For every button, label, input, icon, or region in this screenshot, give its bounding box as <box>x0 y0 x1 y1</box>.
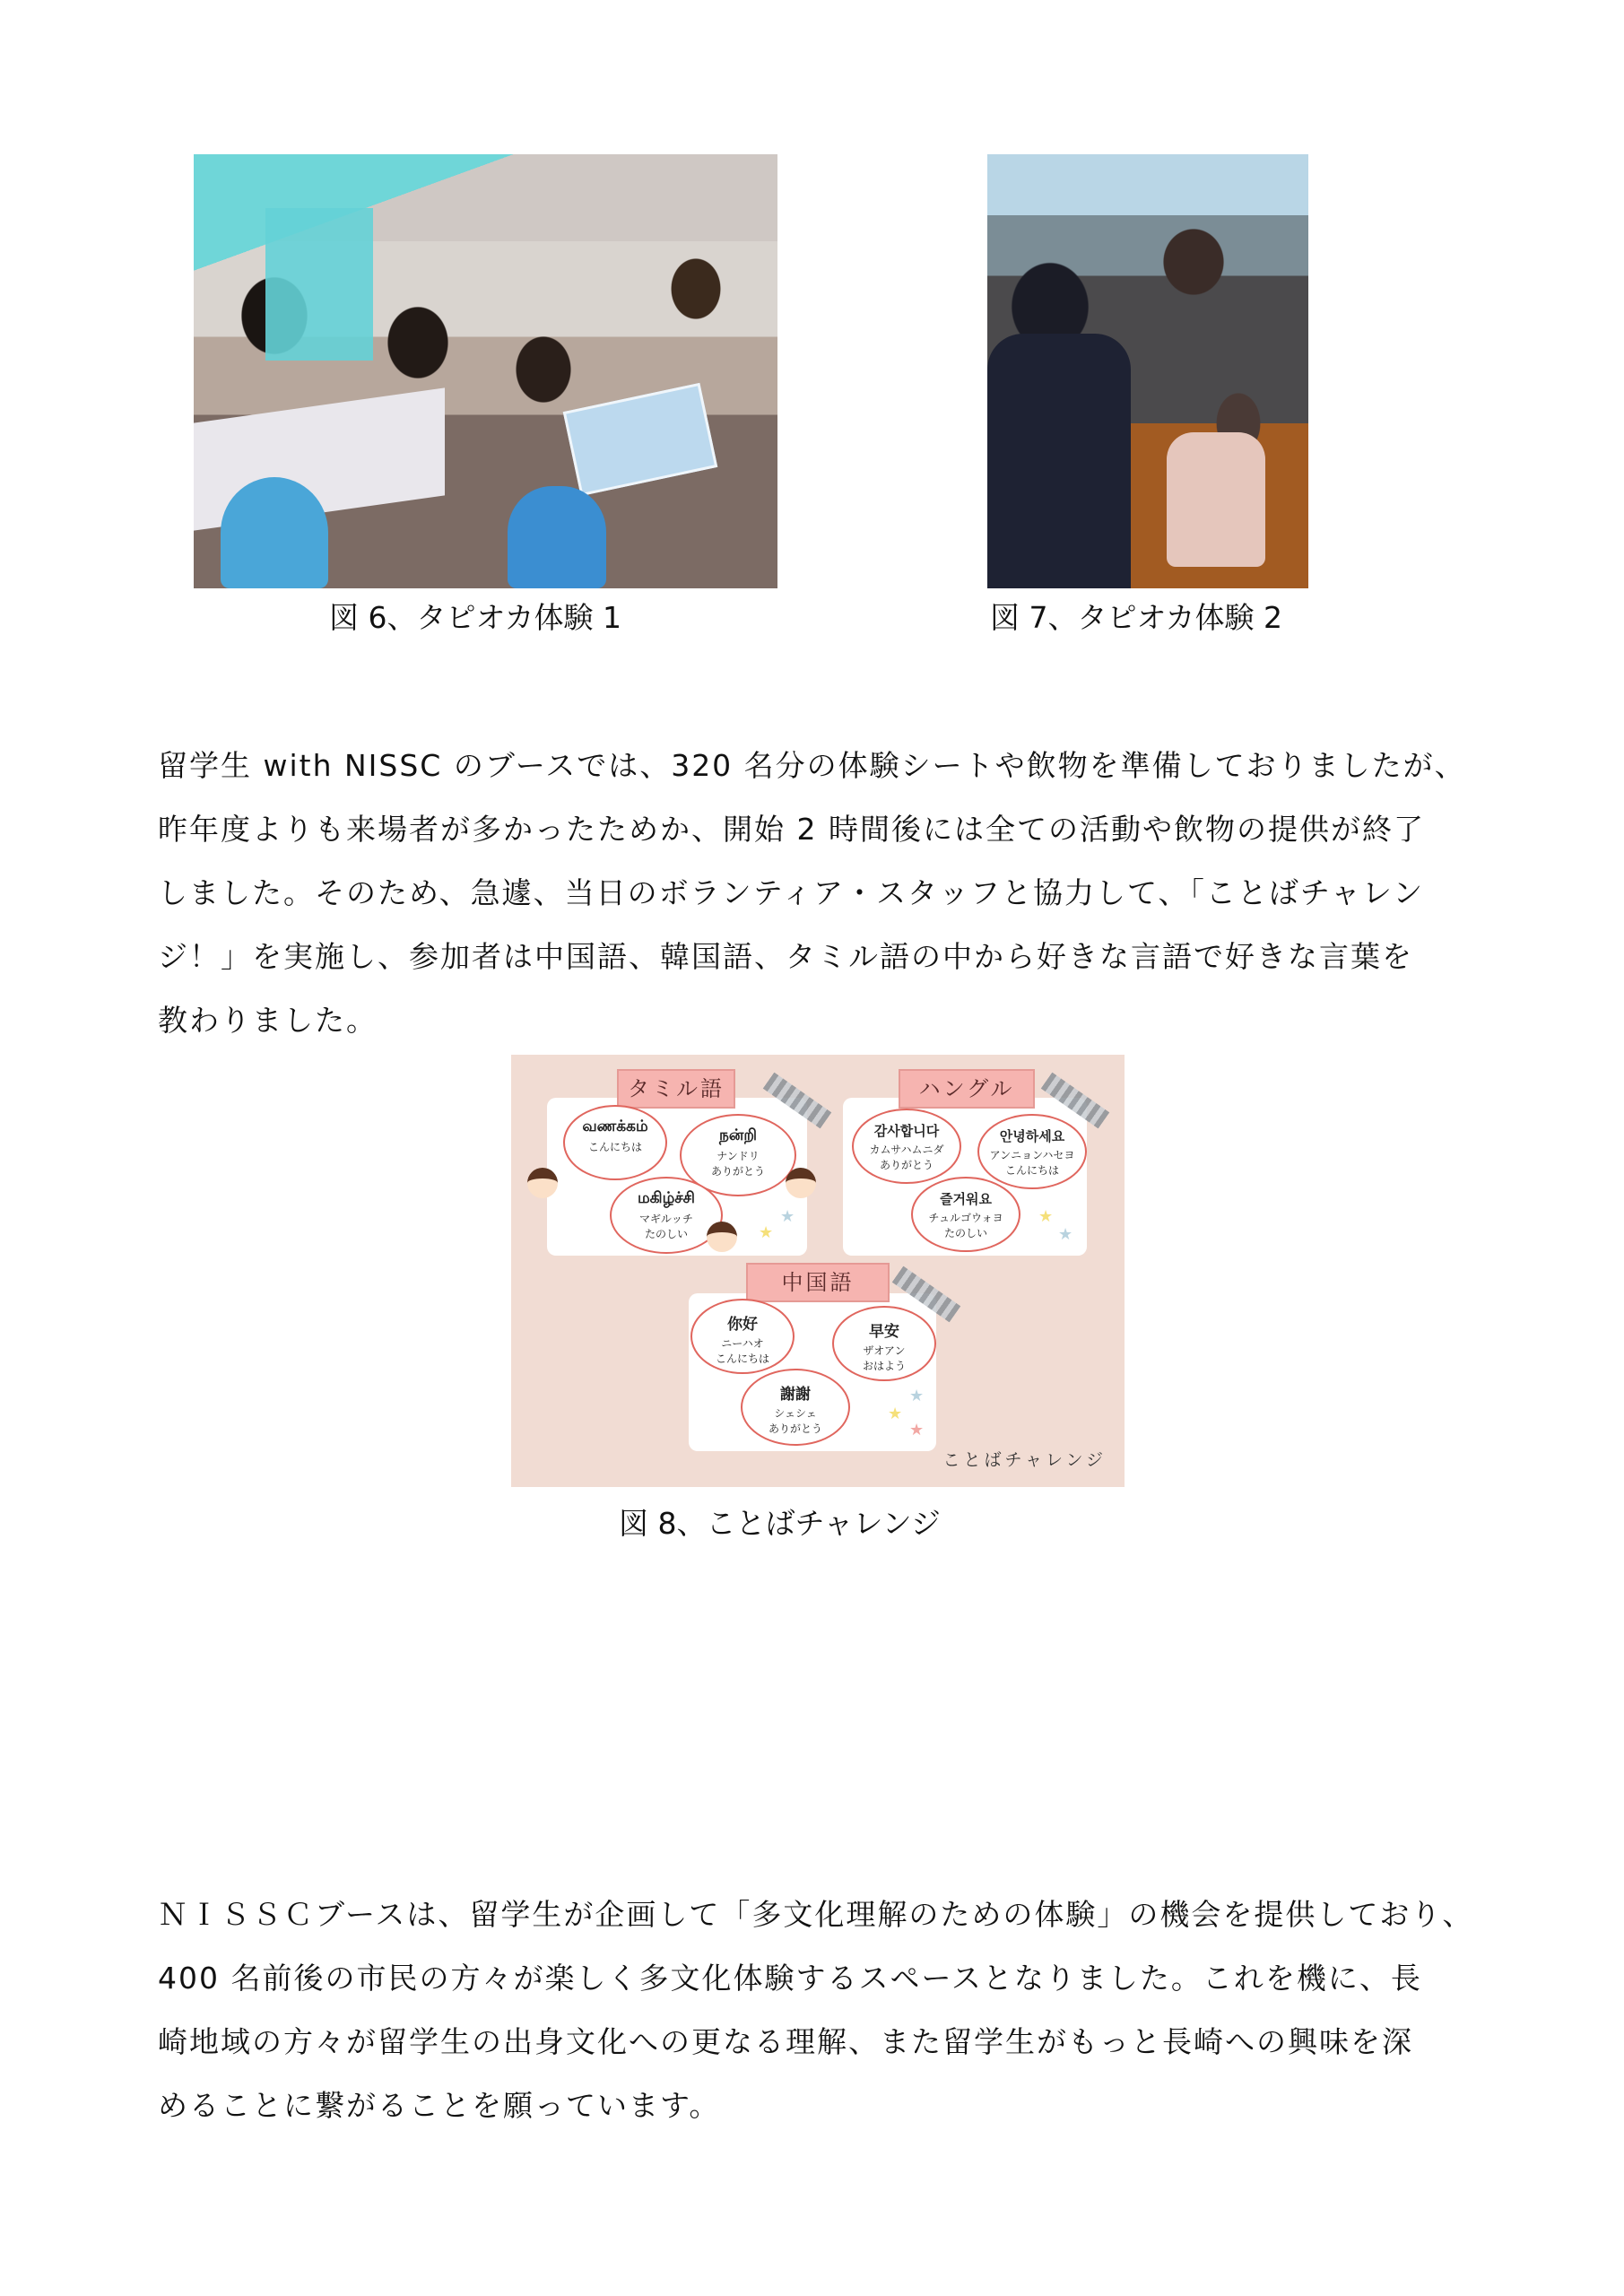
text-line: 教わりました。 <box>158 1003 378 1038</box>
text-line: 崎地域の方々が留学生の出身文化への更なる理解、また留学生がもっと長崎への興味を深 <box>158 2024 1413 2059</box>
child-figure <box>1167 432 1265 567</box>
word: 謝謝 <box>780 1386 811 1404</box>
tamil-title: タミル語 <box>617 1069 735 1109</box>
child-face-icon <box>527 1168 558 1198</box>
child-face-icon <box>786 1168 816 1198</box>
tapioca-photo-1 <box>194 154 777 588</box>
speech-bubble <box>911 1177 1020 1252</box>
meaning: こんにちは <box>1004 1164 1059 1177</box>
star-icon: ★ <box>888 1405 903 1423</box>
word: வணக்கம் <box>582 1118 648 1135</box>
star-icon: ★ <box>1058 1225 1073 1244</box>
meaning: ありがとう <box>768 1422 822 1435</box>
teacher-face-icon <box>707 1222 737 1252</box>
tapioca-photo-2 <box>987 154 1308 588</box>
reading: ナンドリ <box>716 1150 760 1162</box>
text-line: ジ！」を実施し、参加者は中国語、韓国語、タミル語の中から好きな言語で好きな言葉を <box>158 939 1413 974</box>
meaning: ありがとう <box>879 1159 934 1171</box>
word: நன்றி <box>718 1126 758 1144</box>
text-line: 留学生 with NISSC のブースでは、320 名分の体験シートや飲物を準備しておりましたが、 <box>158 748 1466 783</box>
speech-bubble <box>690 1299 795 1374</box>
speech-bubble <box>741 1369 850 1446</box>
word: 안녕하세요 <box>999 1128 1065 1144</box>
figure-label: ことばチャレンジ <box>942 1450 1107 1470</box>
word: 你好 <box>727 1316 758 1334</box>
blue-chair <box>221 477 328 588</box>
speech-bubble <box>977 1114 1087 1189</box>
text-line: ＮＩＳＳＣブースは、留学生が企画して「多文化理解のための体験」の機会を提供しており、 <box>158 1897 1474 1932</box>
reading: こんにちは <box>587 1141 642 1153</box>
blue-chair <box>508 486 606 588</box>
word: 즐거워요 <box>940 1191 992 1207</box>
figure-6-caption: 図 6、タピオカ体験 1 <box>329 600 621 635</box>
reading: シェシェ <box>774 1407 817 1420</box>
experience-sheet <box>563 383 718 496</box>
star-icon: ★ <box>909 1421 925 1439</box>
reading: ザオアン <box>863 1344 906 1357</box>
text-line: 昨年度よりも来場者が多かったためか、開始 2 時間後には全ての活動や飲物の提供が終了 <box>158 812 1425 847</box>
text-line: しました。そのため、急遽、当日のボランティア・スタッフと協力して、「ことばチャレン <box>158 875 1425 910</box>
meaning: おはよう <box>862 1360 906 1372</box>
star-icon: ★ <box>759 1223 774 1242</box>
star-icon: ★ <box>1038 1207 1054 1226</box>
teal-door <box>265 208 373 361</box>
text-line: めることに繋がることを願っています。 <box>158 2088 721 2123</box>
meaning: たのしい <box>644 1228 688 1240</box>
paragraph-booth-report <box>158 734 1485 1052</box>
paragraph-conclusion <box>158 1883 1485 2137</box>
reading: カムサハムニダ <box>869 1144 944 1156</box>
figure-8-caption: 図 8、ことばチャレンジ <box>619 1506 941 1541</box>
word: 早安 <box>869 1323 899 1341</box>
meaning: ありがとう <box>710 1165 765 1178</box>
meaning: こんにちは <box>715 1352 769 1365</box>
reading: アンニョンハセヨ <box>989 1149 1075 1161</box>
speech-bubble <box>563 1105 667 1180</box>
speech-bubble <box>610 1177 723 1254</box>
word: 감사합니다 <box>873 1123 940 1139</box>
chinese-title: 中国語 <box>746 1263 890 1302</box>
text-line: 400 名前後の市民の方々が楽しく多文化体験するスペースとなりました。これを機に、長 <box>158 1961 1422 1996</box>
reading: マギルッチ <box>639 1213 693 1225</box>
figure-7-caption: 図 7、タピオカ体験 2 <box>990 600 1282 635</box>
kotoba-challenge-figure <box>511 1055 1125 1487</box>
meaning: たのしい <box>943 1227 987 1239</box>
hangul-title: ハングル <box>899 1069 1035 1109</box>
word: மகிழ்ச்சி <box>637 1189 695 1207</box>
speech-bubble <box>852 1109 961 1184</box>
speech-bubble <box>832 1306 936 1381</box>
visitor-figure <box>987 334 1131 588</box>
reading: チュルゴウォヨ <box>928 1212 1003 1224</box>
star-icon: ★ <box>909 1387 925 1405</box>
star-icon: ★ <box>780 1207 795 1226</box>
reading: ニーハオ <box>721 1337 764 1350</box>
